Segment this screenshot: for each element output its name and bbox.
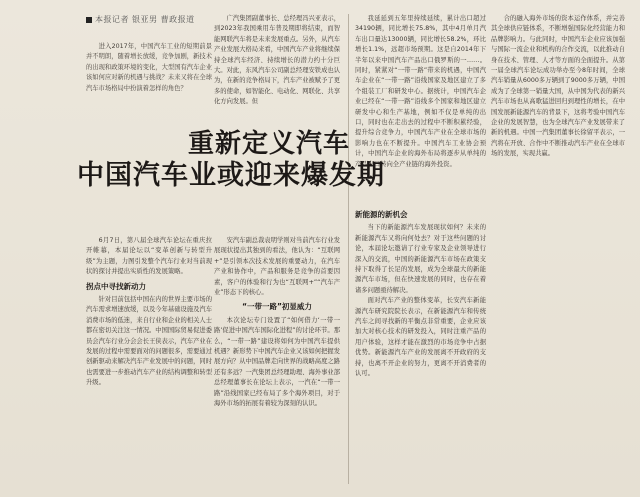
col2-bottom-paragraph-2: 本次论坛专门设置了“如何借力‘一带一路’促进中国汽车国际化进程”的讨论环节。那么，“一带一路”建设将如何为中国汽车提供机遇？新形势下中国汽车企业又该如何把握发展方向？从中国品牌走向世界的战略高度之路还有多远？一汽集团总经理助理、海外事业部总经理董事长在论坛上表示，一汽在“一带一路”沿线国家已经布局了多个海外项目，对于海外市场的拓展有着较为深刻的认识。: [214, 316, 340, 408]
column-3-bottom: [355, 206, 486, 497]
headline: [77, 128, 385, 192]
subheading-belt-and-road: “一带一路”初显威力: [242, 302, 312, 312]
tag-square-icon: [86, 17, 92, 23]
headline-line-1: 重新定义汽车: [187, 129, 350, 159]
column-2-bottom: [214, 236, 340, 497]
column-divider: [348, 14, 349, 484]
intro-column: [86, 42, 212, 126]
col1-bottom-paragraph-2: 针对目前包括中国在内的世界主要市场的汽车需求增速放缓，以及今年基础设施及汽车消费市场的低迷，来自行业和企业的相关人士都在密切关注这一情况。中国国际贸易促进委员会汽车行业分会会长王侠表示，汽车产业在发展的过程中需要面对的问题很多，需要通过创新驱动来解决汽车产业发展中的问题，同时也需要进一步推动汽车产业的结构调整和转型升级。: [86, 296, 212, 387]
subheading-new-energy: 新能源的新机会: [355, 210, 408, 219]
col3-top-paragraph: 我延延到五年里持续延续，累计出口超过34190辆，同比增长75.8%，其中4月单月汽车出口量达13000辆，同比增长58.2%，环比增长1.1%，远超市场预期。这是自2014年下半年以来中国汽车产品出口俄罗斯的一……。同时，紧紧对“一带一路”带来的机遇，中国汽车企业在“一带一路”沿线国家及地区建立了多个组装工厂和研发中心。据统计，中国汽车企业已经在“一带一路”沿线多个国家和地区建立研发中心和生产基地，例如不仅是单纯的出口，同时也在走出去的过程中不断积累经验，提升综合竞争力，中国汽车产业在全球市场的影响力也在不断提升。中国汽车工业协会预计，中国汽车企业的海外布局将逐步从单纯的产品出口转向全产业链的海外投资。: [355, 15, 486, 168]
col3-bottom-paragraph-1: 当下的新能源汽车发展现状如何？未来的新能源汽车又将向何处去？对于这些问题的讨论，本届论坛邀请了行业专家及企业领导进行深入的交流，中国的新能源汽车市场在政策支持下取得了长足的发展，成为全球最大的新能源汽车市场，但在快速发展的同时，也存在着诸多问题亟待解决。: [355, 224, 486, 294]
column-4-top: [491, 14, 625, 204]
subheading-new-momentum: 拐点中寻找新动力: [86, 281, 146, 291]
col4-top-paragraph: 合的融入海外市场的资本运作体系，并完善其全球供应链体系，不断增强国际化经营能力和品牌影响力。与此同时，中国汽车企业应该加强与国际一流企业和机构的合作交流，以此推动自身在技术、管理、人才等方面的全面提升。从第一届全球汽车论坛成功举办至今8年时间，全球汽车销量从6000多万辆到了9000多万辆，中国成为了全球第一销量大国，从中国为代表的新兴汽车市场也从高歌猛进回归到理性的增长，在中国发展新能源汽车的背景下，这将考验中国汽车企业的发展智慧，也为全球汽车产业发展带来了新的机遇。中国一汽集团董事长徐留平表示，一汽将在开放、合作中不断推动汽车产业在全球市场的发展，实现共赢。: [491, 15, 625, 158]
headline-line-2: 中国汽车业或迎来爆发期: [77, 160, 385, 191]
column-1-bottom: [86, 236, 212, 497]
section-tag-text: 本报记者 银亚男 曹政报道: [95, 15, 195, 24]
col1-bottom-paragraph-1: 6月7日，第八届全球汽车论坛在重庆拉开帷幕，本届论坛以“变革创新与转型升级”为主题，力图引发整个汽车行业对当前现状的探讨并提出实质性的发展策略。: [86, 237, 212, 276]
column-2-top: [214, 14, 340, 106]
intro-paragraph: 进入2017年，中国汽车工业的短期前景并不明朗，随着增长放缓，竞争加剧，新技术的出现和政策环境的变化，大型国有汽车企业该如何应对新的机遇与挑战？未来又将在全球汽车市场格局中扮演着怎样的角色？: [86, 43, 212, 92]
col2-top-paragraph: 广汽集团副董事长、总经理冯兴亚表示，到2023年我国乘用车普及期即将结束，而智能网联汽车将是未来发展重点。另外，从汽车产业发展大格局来看，中国汽车产业将继续保持全球汽车经济、持续增长的潜力约十分巨大。对此，东风汽车公司副总经理安铁成也认为，在新的竞争格局下，汽车产业被赋予了更多的使命，如智能化、电动化、网联化、共享化方向发展。但: [214, 15, 340, 106]
col2-bottom-paragraph-1: 安汽车副总裁袁明学则对当前汽车行业发展现状提出其独到的看法，他认为：“互联网+”是引领本次技术发展的重要动力，在汽车产业和协作中，产品和服务是竞争的首要因素，客户的体验和行为也“互联网+”“汽车产业”形态下的核心。: [214, 237, 340, 297]
section-tag: [86, 14, 195, 25]
col3-bottom-paragraph-2: 面对汽车产业的整体变革，长安汽车新能源汽车研究院院长表示，在新能源汽车和传统汽车之间寻找新的平衡点非常重要，企业应该加大对核心技术的研发投入，同时注重产品的用户体验，这样才能在激烈的市场竞争中占据优势。新能源汽车产业的发展离不开政府的支持，也离不开企业的努力，更离不开消费者的认可。: [355, 297, 486, 378]
